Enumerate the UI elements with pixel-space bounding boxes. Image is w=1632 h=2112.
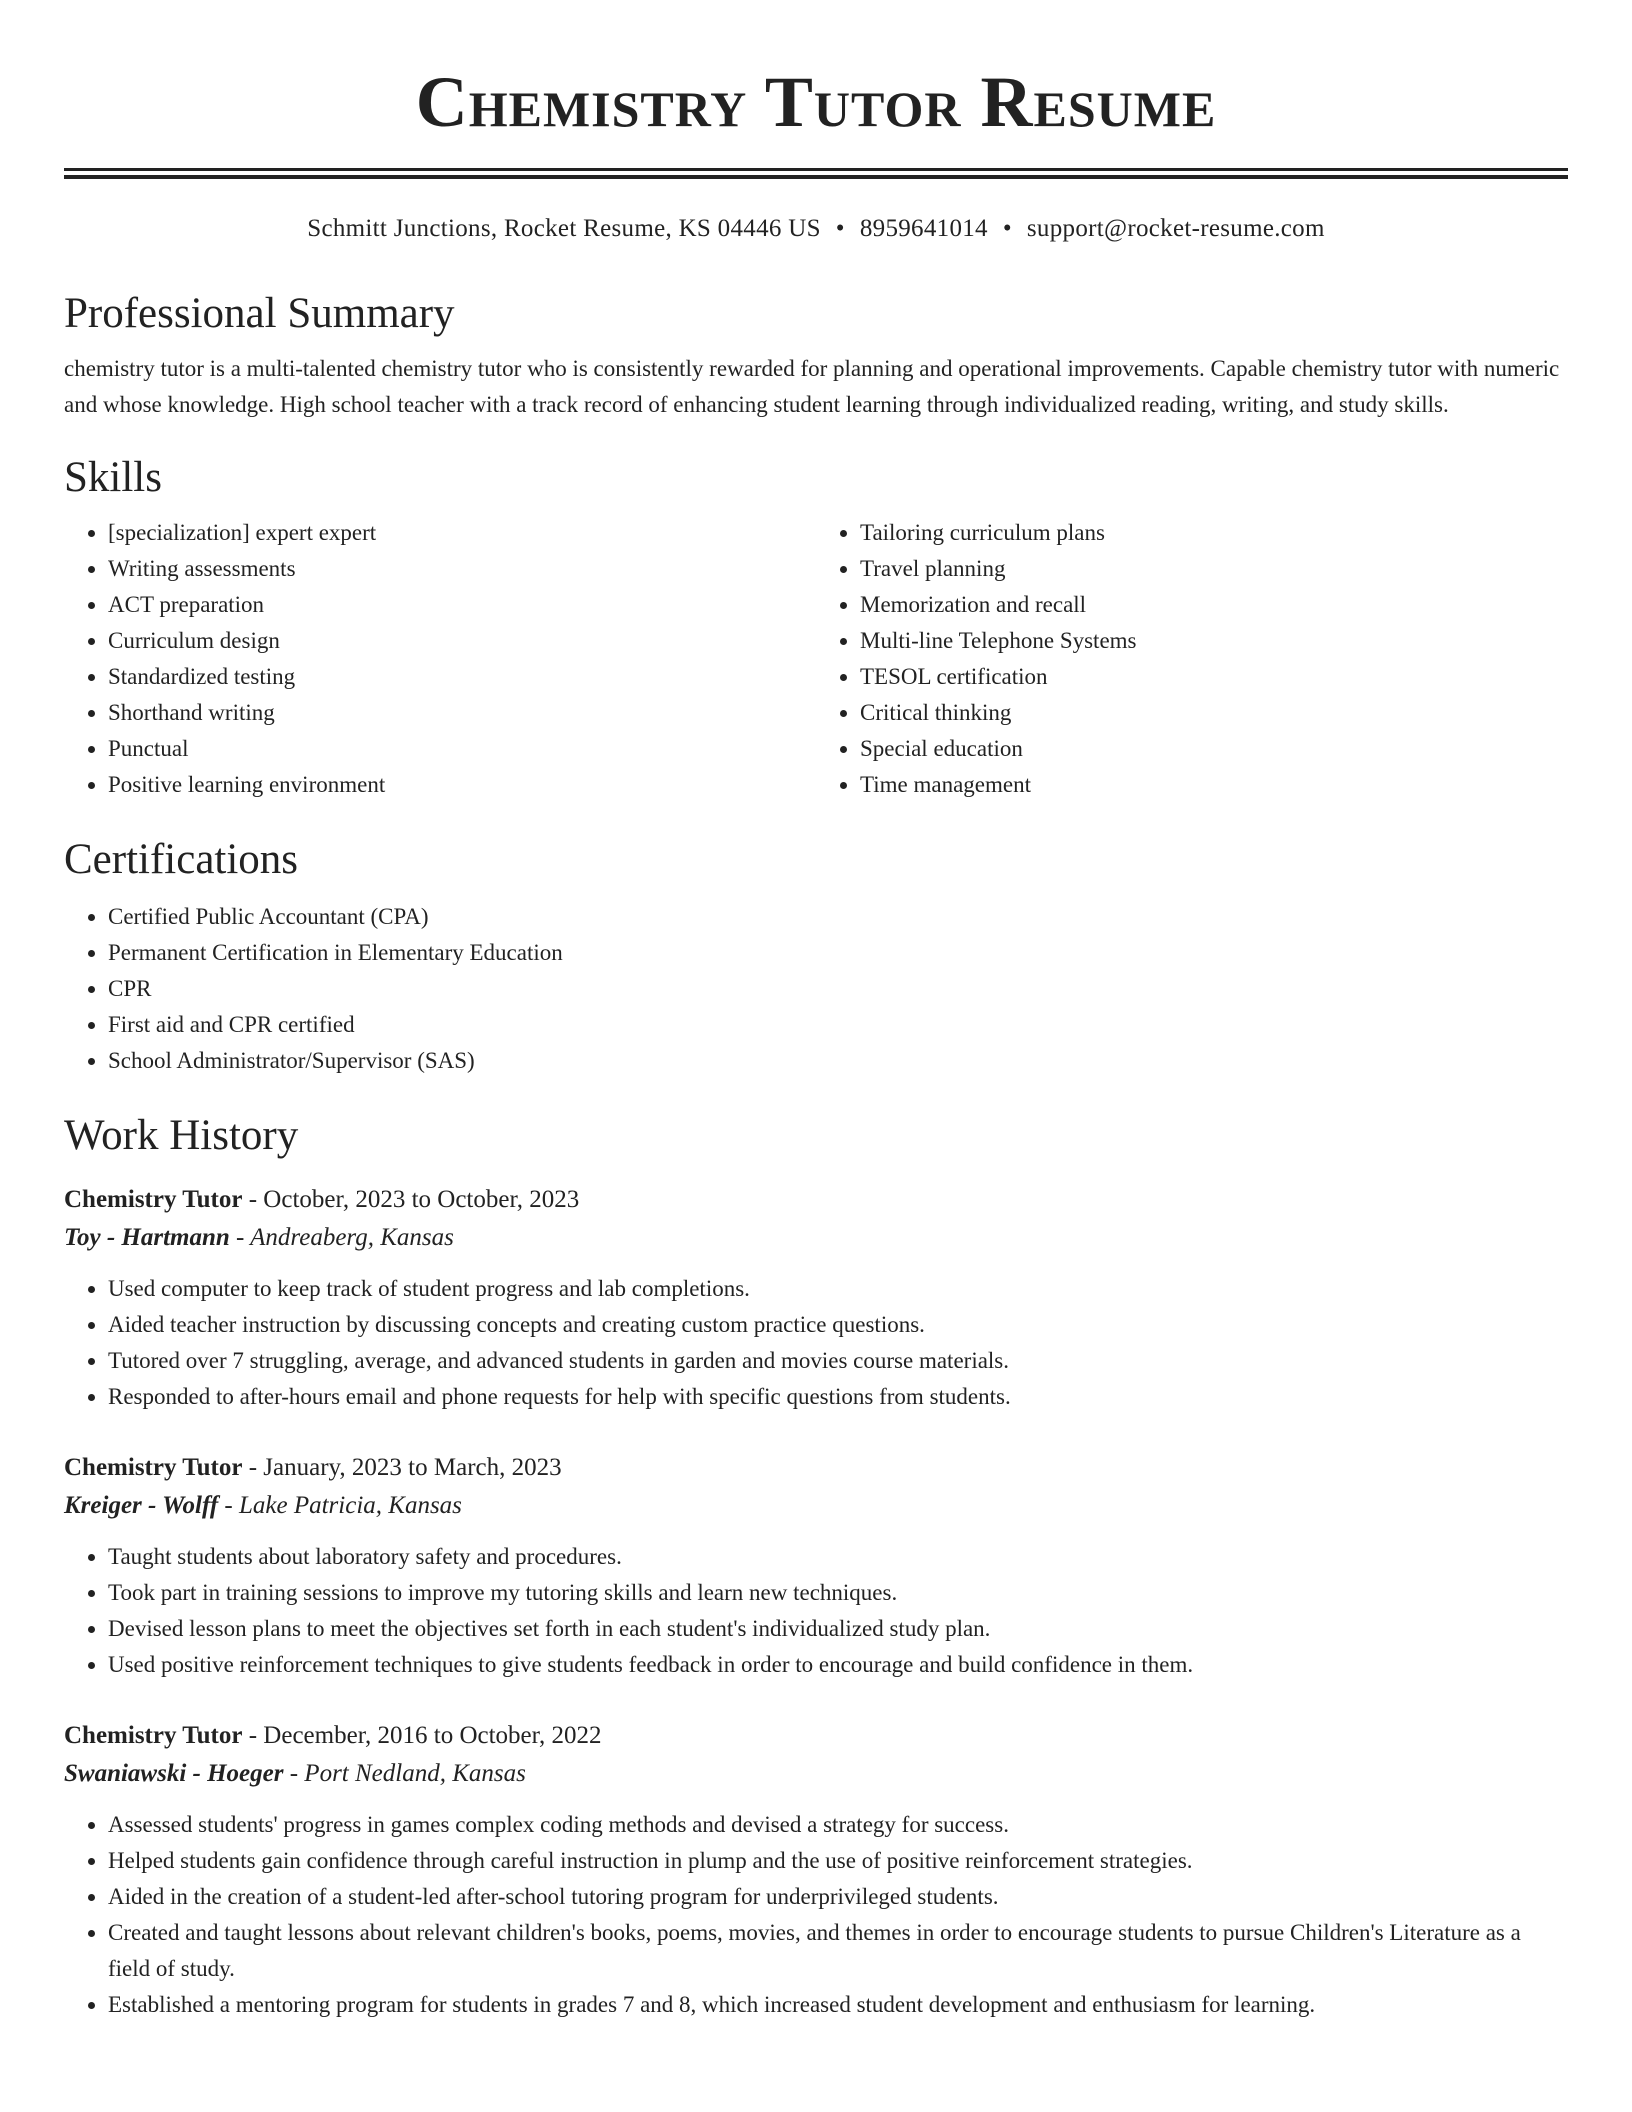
- contact-separator: •: [1002, 215, 1012, 242]
- job-position: Chemistry Tutor: [64, 1454, 243, 1481]
- job-title-line: [64, 1449, 1568, 1487]
- certification-item: • First aid and CPR certified: [108, 1007, 1568, 1043]
- job-entry: [64, 1181, 1568, 1415]
- job-dates: - October, 2023 to October, 2023: [242, 1186, 580, 1213]
- skills-list-right: [816, 515, 1568, 803]
- job-bullet: • Took part in training sessions to improve my tutoring skills and learn new techniques.: [108, 1575, 1568, 1611]
- skill-item: • Tailoring curriculum plans: [860, 515, 1568, 551]
- job-employer-line: [64, 1755, 1568, 1793]
- job-bullet: • Devised lesson plans to meet the objectives set forth in each student's individualized study plan.: [108, 1611, 1568, 1647]
- job-position: Chemistry Tutor: [64, 1722, 243, 1749]
- skill-item: • Special education: [860, 731, 1568, 767]
- resume-title: Chemistry Tutor Resume: [415, 62, 1217, 142]
- certification-item: • School Administrator/Supervisor (SAS): [108, 1043, 1568, 1079]
- skill-item: • Travel planning: [860, 551, 1568, 587]
- skill-item: • Multi-line Telephone Systems: [860, 623, 1568, 659]
- job-location: - Andreaberg, Kansas: [229, 1224, 454, 1251]
- job-bullet: • Aided in the creation of a student-led after-school tutoring program for underprivileged students.: [108, 1879, 1568, 1915]
- contact-separator: •: [835, 215, 845, 242]
- contact-email: support@rocket-resume.com: [1026, 215, 1325, 242]
- job-title-line: [64, 1717, 1568, 1755]
- skills-columns: [64, 515, 1568, 803]
- job-employer-line: [64, 1219, 1568, 1257]
- job-entry: [64, 1717, 1568, 2023]
- certification-item: • CPR: [108, 971, 1568, 1007]
- section-heading: Certifications: [64, 836, 299, 883]
- job-dates: - December, 2016 to October, 2022: [242, 1722, 602, 1749]
- skills-list-left: [64, 515, 816, 803]
- certifications-list: [64, 899, 1568, 1079]
- contact-line: [64, 213, 1568, 245]
- job-location: - Lake Patricia, Kansas: [218, 1492, 462, 1519]
- skill-item: • Time management: [860, 767, 1568, 803]
- job-bullet: • Aided teacher instruction by discussing concepts and creating custom practice questions.: [108, 1307, 1568, 1343]
- contact-phone: 8959641014: [859, 215, 988, 242]
- professional-summary-section: [64, 289, 1568, 423]
- job-employer: Swaniawski - Hoeger: [64, 1760, 284, 1787]
- section-heading: Professional Summary: [64, 290, 455, 337]
- job-employer-line: [64, 1487, 1568, 1525]
- skill-item: • Shorthand writing: [108, 695, 816, 731]
- job-title-line: [64, 1181, 1568, 1219]
- skill-item: • Standardized testing: [108, 659, 816, 695]
- skill-item: • ACT preparation: [108, 587, 816, 623]
- job-position: Chemistry Tutor: [64, 1186, 243, 1213]
- summary-text: chemistry tutor is a multi-talented chemistry tutor who is consistently rewarded for planning and operational improvements. Capable chemistry tutor with numeric and whose knowledge. High school teacher with a track record of enhancing student learning through individualized reading, writing, and study skills.: [64, 356, 1560, 417]
- skills-section: [64, 453, 1568, 803]
- work-history-section: [64, 1111, 1568, 2023]
- certifications-section: [64, 835, 1568, 1079]
- job-bullet: • Tutored over 7 struggling, average, and advanced students in garden and movies course materials.: [108, 1343, 1568, 1379]
- job-bullet: • Used positive reinforcement techniques to give students feedback in order to encourage and build confidence in them.: [108, 1647, 1568, 1683]
- section-heading: Skills: [64, 454, 162, 501]
- title-double-rule: [64, 168, 1568, 179]
- skill-item: • Positive learning environment: [108, 767, 816, 803]
- certification-item: • Permanent Certification in Elementary Education: [108, 935, 1568, 971]
- job-bullet: • Responded to after-hours email and phone requests for help with specific questions from students.: [108, 1379, 1568, 1415]
- skill-item: • [specialization] expert expert: [108, 515, 816, 551]
- job-bullets: [64, 1271, 1568, 1415]
- section-heading: Work History: [64, 1112, 299, 1159]
- skill-item: • Punctual: [108, 731, 816, 767]
- job-employer: Kreiger - Wolff: [64, 1492, 219, 1519]
- certification-item: • Certified Public Accountant (CPA): [108, 899, 1568, 935]
- skill-item: • Writing assessments: [108, 551, 816, 587]
- job-employer: Toy - Hartmann: [64, 1224, 230, 1251]
- job-dates: - January, 2023 to March, 2023: [242, 1454, 562, 1481]
- job-bullets: [64, 1807, 1568, 2023]
- job-bullet: • Established a mentoring program for students in grades 7 and 8, which increased student development and enthusiasm for learning.: [108, 1987, 1568, 2023]
- contact-address: Schmitt Junctions, Rocket Resume, KS 04446 US: [307, 215, 821, 242]
- job-location: - Port Nedland, Kansas: [283, 1760, 526, 1787]
- skill-item: • Critical thinking: [860, 695, 1568, 731]
- job-bullet: • Assessed students' progress in games complex coding methods and devised a strategy for success.: [108, 1807, 1568, 1843]
- skill-item: • Memorization and recall: [860, 587, 1568, 623]
- job-bullet: • Created and taught lessons about relevant children's books, poems, movies, and themes in order to encourage students to pursue Children's Literature as a field of study.: [108, 1915, 1568, 1987]
- job-bullet: • Used computer to keep track of student progress and lab completions.: [108, 1271, 1568, 1307]
- skill-item: • Curriculum design: [108, 623, 816, 659]
- job-bullet: • Taught students about laboratory safety and procedures.: [108, 1539, 1568, 1575]
- skill-item: • TESOL certification: [860, 659, 1568, 695]
- job-bullet: • Helped students gain confidence through careful instruction in plump and the use of positive reinforcement strategies.: [108, 1843, 1568, 1879]
- job-entry: [64, 1449, 1568, 1683]
- job-bullets: [64, 1539, 1568, 1683]
